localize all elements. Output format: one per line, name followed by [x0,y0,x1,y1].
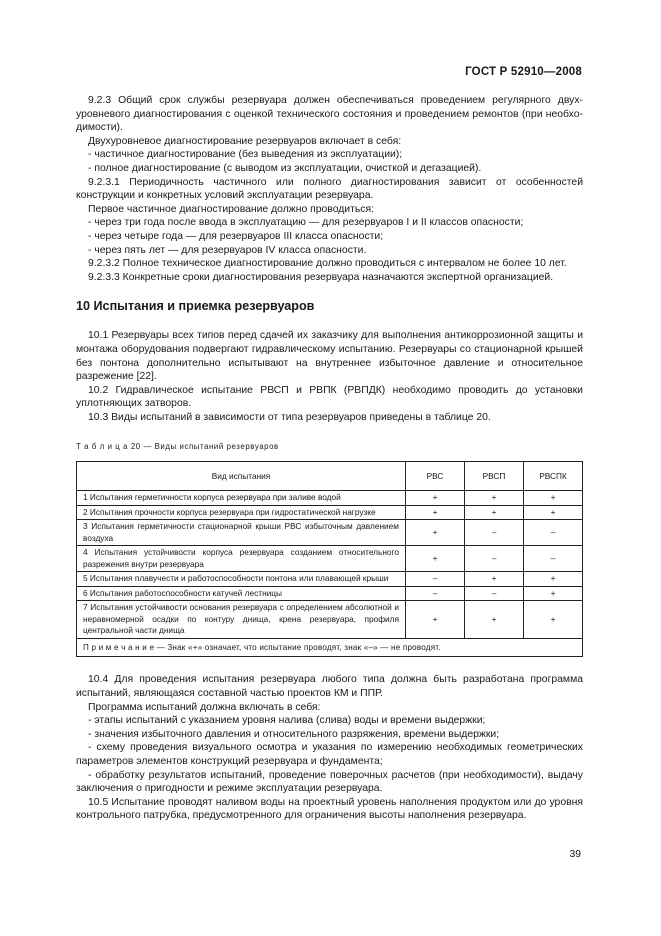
paragraph-9-2-3-3: 9.2.3.3 Конкретные сроки диагностирования резервуара назначаются экспертной организацией. [88,271,554,283]
list-item: - полное диагностирование (с выводом из эксплуатации, очисткой и дегазацией). [88,162,482,174]
paragraph-10-2: 10.2 Гидравлическое испытание РВСП и РВПК (РВПДК) необходимо проводить до установки уплотняющих затворов. [76,384,583,410]
page-number: 39 [569,849,581,860]
paragraph-9-2-3: 9.2.3 Общий срок службы резервуара должен обеспечиваться проведением регулярного двухуровневого диагностирования с оценкой технического состояния и проведением ремонтов (при необходимости). [76,95,583,134]
mark-rvspk: + [524,601,583,639]
list-item: - через четыре года — для резервуаров III класса опасности; [88,230,384,242]
paragraph-9-2-3-2: 9.2.3.2 Полное техническое диагностирование должно проводиться с интервалом не более 10 лет. [88,258,567,270]
table-row [77,572,583,587]
test-description: 5 Испытания плавучести и работоспособности понтона или плавающей крыши [77,572,406,587]
test-description: 3 Испытания герметичности стационарной крыши РВС избыточным давлением воздуха [77,520,406,546]
paragraph-first-diagnostics: Первое частичное диагностирование должно проводиться: [88,203,374,215]
list-item: - обработку результатов испытаний, проведение поверочных расчетов (при необходимости), выдачу заключения о пригодности и режиме эксплуатации резервуара. [76,769,583,795]
mark-rvspk: – [524,546,583,572]
mark-rvsp: – [465,520,524,546]
list-item: - частичное диагностирование (без выведения из эксплуатации); [88,149,403,161]
paragraph-10-4: 10.4 Для проведения испытания резервуара любого типа должна быть разработана программа испытаний, являющаяся составной частью проектов КМ и ППР. [76,674,583,700]
column-header-rvs: РВС [406,462,465,491]
paragraph-10-1: 10.1 Резервуары всех типов перед сдачей их заказчику для выполнения антикоррозионной защиты и монтажа оборудования подвергают гидравлическому испытанию. Резервуары со стационарной крышей без понтона дополнительно испытывают на внутреннее избыточное давление и относительное разрежение [22]. [76,330,583,383]
table-row [77,546,583,572]
test-description: 4 Испытания устойчивости корпуса резервуара созданием относительного разрежения внутри резервуара [77,546,406,572]
paragraph-program-intro: Программа испытаний должна включать в себя: [88,701,321,713]
table-row [77,520,583,546]
test-description: 7 Испытания устойчивости основания резервуара с определением абсолютной и неравномерной осадки по контуру днища, крена резервуара, профиля центральной части днища [77,601,406,639]
mark-rvs: + [406,491,465,506]
test-description: 2 Испытания прочности корпуса резервуара при гидростатической нагрузке [77,505,406,520]
mark-rvspk: + [524,572,583,587]
list-item: - этапы испытаний с указанием уровня налива (слива) воды и времени выдержки; [88,715,486,727]
list-item: - схему проведения визуального осмотра и указания по измерению необходимых геометрических параметров элементов конструкций резервуара и фундамента; [76,742,583,768]
mark-rvs: + [406,505,465,520]
mark-rvsp: + [465,491,524,506]
table-note-row [77,638,583,657]
table-note: П р и м е ч а н и е — Знак «+» означает, что испытание проводят, знак «–» — не проводят. [77,638,583,657]
test-description: 1 Испытания герметичности корпуса резервуара при заливе водой [77,491,406,506]
list-item: - через три года после ввода в эксплуатацию — для резервуаров I и II классов опасности; [88,217,524,229]
list-item: - через пять лет — для резервуаров IV класса опасности. [88,244,367,256]
table-row [77,586,583,601]
mark-rvspk: – [524,520,583,546]
tests-table [76,461,583,657]
paragraph-9-2-3-1: 9.2.3.1 Периодичность частичного или полного диагностирования зависит от особенностей конструкции и конкретных условий эксплуатации резервуара. [76,176,583,202]
paragraph-10-3: 10.3 Виды испытаний в зависимости от типа резервуаров приведены в таблице 20. [88,411,491,423]
mark-rvspk: + [524,491,583,506]
paragraph-two-level-intro: Двухуровневое диагностирование резервуаров включает в себя: [88,135,402,147]
mark-rvs: + [406,520,465,546]
column-header-rvspk: РВСПК [524,462,583,491]
table-row [77,505,583,520]
mark-rvspk: + [524,586,583,601]
mark-rvsp: + [465,572,524,587]
table-row [77,491,583,506]
paragraph-10-5: 10.5 Испытание проводят наливом воды на проектный уровень наполнения продуктом или до уровня контрольного патрубка, предусмотренного для ограничения высоты наполнения резервуара. [76,796,583,822]
list-item: - значения избыточного давления и относительного разряжения, времени выдержки; [88,728,500,740]
mark-rvsp: – [465,546,524,572]
table-caption: Т а б л и ц а 20 — Виды испытаний резервуаров [76,442,279,452]
column-header-test-type: Вид испытания [77,462,406,491]
mark-rvsp: – [465,586,524,601]
mark-rvs: – [406,586,465,601]
mark-rvsp: + [465,601,524,639]
mark-rvs: – [406,572,465,587]
mark-rvsp: + [465,505,524,520]
mark-rvspk: + [524,505,583,520]
table-row [77,601,583,639]
page-content [76,94,583,823]
mark-rvs: + [406,601,465,639]
document-header: ГОСТ Р 52910—2008 [465,66,582,78]
section-10-heading: 10 Испытания и приемка резервуаров [76,299,315,314]
test-description: 6 Испытания работоспособности катучей лестницы [77,586,406,601]
table-header-row [77,462,583,491]
mark-rvs: + [406,546,465,572]
column-header-rvsp: РВСП [465,462,524,491]
